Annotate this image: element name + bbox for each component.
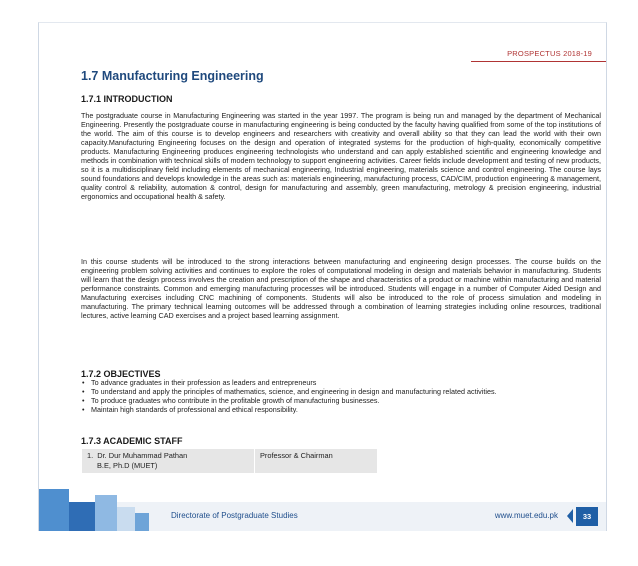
footer-decor-square	[39, 489, 69, 531]
footer-decor-square	[117, 507, 135, 531]
footer-website: www.muet.edu.pk	[494, 511, 558, 520]
prospectus-page	[38, 22, 607, 531]
prospectus-tag: PROSPECTUS 2018-19	[507, 49, 592, 58]
academic-staff-table	[81, 448, 378, 474]
page-number-badge: 33	[576, 507, 598, 526]
introduction-heading: 1.7.1 INTRODUCTION	[81, 94, 173, 104]
footer-directorate: Directorate of Postgraduate Studies	[171, 511, 298, 520]
objective-item	[81, 378, 601, 387]
objective-item	[81, 396, 601, 405]
table-row	[82, 449, 378, 474]
footer-decor-square	[95, 495, 117, 531]
chevron-left-icon	[567, 509, 573, 523]
staff-designation: Professor & Chairman	[260, 451, 333, 460]
header-rule	[471, 61, 606, 62]
introduction-paragraph-2: In this course students will be introduced to the strong interactions between manufacturing and engineering design processes. The course builds on the engineering problem solving activities and continues to explore the roles of computational modeling in design and materials behavior in manufacturing. Students will learn that the design process involves the creation and prescription of the shape and characteristics of a product or machine within manufacturing and material performance constraints. Common and emerging manufacturing processes will be introduced. Students will engage in a number of Computer Aided Design and Manufacturing exercises including CNC machining of components. Students will also be introduced to the role of process simulation and modeling in manufacturing. The primary technical learning outcomes will be addressed through a combination of learning strategies including online resources, traditional lectures, active learning CAD exercises and a project based learning assignment.	[81, 257, 601, 321]
footer-decor-square	[135, 513, 149, 531]
staff-qualification: B.E, Ph.D (MUET)	[97, 461, 158, 470]
bullet-icon: •	[82, 405, 85, 415]
objective-item	[81, 387, 601, 396]
objective-text: Maintain high standards of professional and ethical responsibility.	[91, 405, 298, 415]
bullet-icon: •	[82, 378, 85, 387]
objectives-heading: 1.7.2 OBJECTIVES	[81, 369, 161, 379]
objective-item	[81, 405, 601, 414]
staff-designation-cell	[255, 449, 378, 474]
bullet-icon: •	[82, 396, 85, 406]
objectives-list	[81, 378, 601, 414]
staff-name: Dr. Dur Muhammad Pathan	[97, 451, 188, 460]
academic-staff-heading: 1.7.3 ACADEMIC STAFF	[81, 436, 183, 446]
objective-text: To understand and apply the principles of mathematics, science, and engineering in design and manufacturing related activities.	[91, 387, 497, 397]
objective-text: To produce graduates who contribute in the profitable growth of manufacturing businesses.	[91, 396, 380, 406]
bullet-icon: •	[82, 387, 85, 397]
objective-text: To advance graduates in their profession as leaders and entrepreneurs	[91, 378, 317, 387]
staff-index: 1.	[87, 451, 94, 460]
footer-decor-square	[69, 502, 95, 531]
staff-name-cell	[82, 449, 255, 474]
section-title: 1.7 Manufacturing Engineering	[81, 69, 264, 83]
introduction-paragraph-1: The postgraduate course in Manufacturing Engineering was started in the year 1997. The program is being run and managed by the department of Mechanical Engineering. Presently the postgraduate course in manufacturing engineering is being conducted by the faculty having qualified from some of the top institutions of the world. The aim of this course is to develop engineers and researchers with creativity and overall ability so that they can lead the world with their own capacity.Manufacturing Engineering focuses on the design and operation of integrated systems for the production of high-quality, economically competitive products. Manufacturing Engineering produces engineering technologists who understand and can apply established scientific and engineering knowledge and methods in combination with technical skills of modern technology to support engineering activities. Career fields include development and testing of new products, so it is a multidisciplinary field including elements of mechanical engineering, Industrial engineering, materials science and control engineering. The course lays sound foundations and develops knowledge in the areas such as: materials engineering, manufacturing process, CAD/CIM, production engineering & management, quality control & reliability, automation & control, design for manufacturing and assembly, green manufacturing, metrology & precision engineering, industrial ergonomics and occupational health & safety.	[81, 111, 601, 202]
